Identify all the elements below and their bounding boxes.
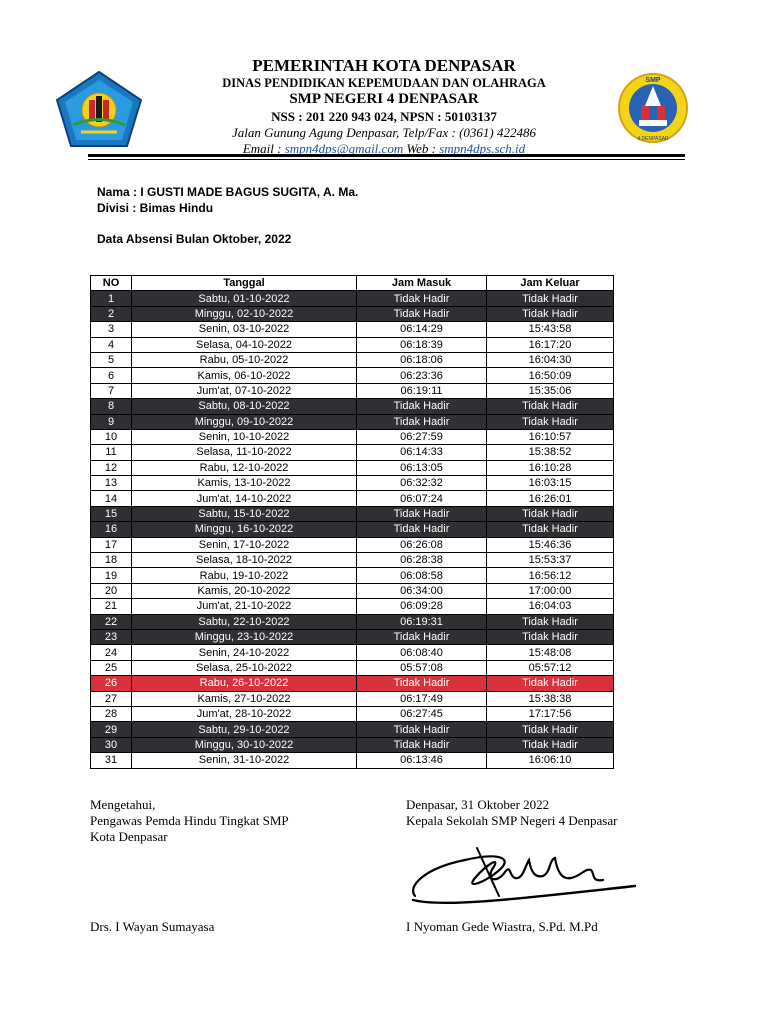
attendance-table — [90, 275, 614, 769]
letterhead-divider-thin — [88, 159, 685, 160]
cell-date: Minggu, 30-10-2022 — [132, 737, 357, 752]
table-row — [91, 691, 614, 706]
cell-date: Kamis, 27-10-2022 — [132, 691, 357, 706]
cell-time-out: 17:00:00 — [487, 583, 614, 598]
cell-time-out: 16:04:30 — [487, 352, 614, 367]
cell-time-in: Tidak Hadir — [357, 629, 487, 644]
cell-no: 8 — [91, 399, 132, 414]
header-no: NO — [91, 276, 132, 291]
table-row — [91, 583, 614, 598]
table-row — [91, 522, 614, 537]
table-row — [91, 322, 614, 337]
cell-time-out: 16:17:20 — [487, 337, 614, 352]
cell-time-out: Tidak Hadir — [487, 291, 614, 306]
cell-date: Minggu, 23-10-2022 — [132, 629, 357, 644]
cell-time-out: 16:10:28 — [487, 460, 614, 475]
cell-date: Jum'at, 21-10-2022 — [132, 599, 357, 614]
table-row — [91, 722, 614, 737]
left-signature-block — [90, 797, 289, 845]
header-date: Tanggal — [132, 276, 357, 291]
cell-date: Minggu, 16-10-2022 — [132, 522, 357, 537]
table-row — [91, 414, 614, 429]
email-link[interactable]: smpn4dps@gmail.com — [284, 141, 404, 156]
cell-no: 3 — [91, 322, 132, 337]
cell-time-out: 15:38:38 — [487, 691, 614, 706]
cell-time-in: 06:07:24 — [357, 491, 487, 506]
letterhead-department: DINAS PENDIDIKAN KEPEMUDAAN DAN OLAHRAGA — [222, 76, 546, 90]
cell-date: Selasa, 04-10-2022 — [132, 337, 357, 352]
cell-time-in: Tidak Hadir — [357, 506, 487, 521]
cell-time-out: Tidak Hadir — [487, 676, 614, 691]
table-row — [91, 553, 614, 568]
cell-time-in: 06:17:49 — [357, 691, 487, 706]
cell-date: Rabu, 19-10-2022 — [132, 568, 357, 583]
cell-time-in: 06:32:32 — [357, 476, 487, 491]
cell-time-in: 06:14:33 — [357, 445, 487, 460]
cell-no: 23 — [91, 629, 132, 644]
table-row — [91, 337, 614, 352]
table-row — [91, 476, 614, 491]
cell-date: Minggu, 09-10-2022 — [132, 414, 357, 429]
cell-date: Jum'at, 14-10-2022 — [132, 491, 357, 506]
table-row — [91, 506, 614, 521]
cell-no: 17 — [91, 537, 132, 552]
attendance-table-body — [91, 291, 614, 768]
cell-date: Jum'at, 07-10-2022 — [132, 383, 357, 398]
table-row — [91, 445, 614, 460]
cell-time-in: 06:19:11 — [357, 383, 487, 398]
cell-time-in: Tidak Hadir — [357, 306, 487, 321]
right-signature-block — [406, 797, 617, 829]
email-label: Email : — [242, 141, 285, 156]
cell-time-out: 16:50:09 — [487, 368, 614, 383]
attendance-period: Data Absensi Bulan Oktober, 2022 — [97, 232, 292, 246]
cell-time-in: 06:08:58 — [357, 568, 487, 583]
table-row — [91, 706, 614, 721]
cell-time-in: 06:26:08 — [357, 537, 487, 552]
cell-no: 4 — [91, 337, 132, 352]
right-signatory-name: I Nyoman Gede Wiastra, S.Pd. M.Pd — [406, 919, 598, 934]
cell-time-in: 06:08:40 — [357, 645, 487, 660]
cell-no: 25 — [91, 660, 132, 675]
letterhead-school-name: SMP NEGERI 4 DENPASAR — [289, 91, 479, 107]
cell-no: 12 — [91, 460, 132, 475]
table-row — [91, 676, 614, 691]
letterhead-government: PEMERINTAH KOTA DENPASAR — [252, 56, 516, 75]
cell-no: 21 — [91, 599, 132, 614]
cell-time-out: Tidak Hadir — [487, 737, 614, 752]
cell-date: Selasa, 18-10-2022 — [132, 553, 357, 568]
cell-no: 19 — [91, 568, 132, 583]
header-time-in: Jam Masuk — [357, 276, 487, 291]
table-row — [91, 645, 614, 660]
cell-no: 7 — [91, 383, 132, 398]
letterhead-address: Jalan Gunung Agung Denpasar, Telp/Fax : (0361) 422486 — [231, 125, 537, 140]
cell-no: 6 — [91, 368, 132, 383]
employee-division: Divisi : Bimas Hindu — [97, 201, 214, 215]
table-row — [91, 737, 614, 752]
letterhead — [0, 56, 768, 157]
cell-no: 26 — [91, 676, 132, 691]
cell-time-out: 15:43:58 — [487, 322, 614, 337]
cell-time-out: 15:35:06 — [487, 383, 614, 398]
cell-time-in: 06:28:38 — [357, 553, 487, 568]
table-row — [91, 383, 614, 398]
cell-no: 18 — [91, 553, 132, 568]
table-row — [91, 614, 614, 629]
table-row — [91, 537, 614, 552]
table-row — [91, 429, 614, 444]
cell-date: Rabu, 12-10-2022 — [132, 460, 357, 475]
cell-no: 14 — [91, 491, 132, 506]
cell-date: Rabu, 05-10-2022 — [132, 352, 357, 367]
cell-date: Sabtu, 08-10-2022 — [132, 399, 357, 414]
table-row — [91, 306, 614, 321]
cell-time-in: Tidak Hadir — [357, 722, 487, 737]
cell-no: 2 — [91, 306, 132, 321]
cell-date: Senin, 10-10-2022 — [132, 429, 357, 444]
cell-no: 10 — [91, 429, 132, 444]
cell-time-in: Tidak Hadir — [357, 291, 487, 306]
cell-time-out: 16:26:01 — [487, 491, 614, 506]
cell-time-out: 15:38:52 — [487, 445, 614, 460]
cell-no: 27 — [91, 691, 132, 706]
cell-no: 5 — [91, 352, 132, 367]
table-row — [91, 368, 614, 383]
cell-date: Senin, 24-10-2022 — [132, 645, 357, 660]
cell-date: Senin, 03-10-2022 — [132, 322, 357, 337]
cell-no: 22 — [91, 614, 132, 629]
table-row — [91, 460, 614, 475]
cell-time-out: 05:57:12 — [487, 660, 614, 675]
table-row — [91, 753, 614, 768]
table-row — [91, 660, 614, 675]
cell-date: Sabtu, 29-10-2022 — [132, 722, 357, 737]
left-signatory-name: Drs. I Wayan Sumayasa — [90, 919, 215, 934]
cell-date: Selasa, 11-10-2022 — [132, 445, 357, 460]
cell-time-out: Tidak Hadir — [487, 629, 614, 644]
cell-time-in: 06:18:06 — [357, 352, 487, 367]
cell-time-in: 06:34:00 — [357, 583, 487, 598]
table-row — [91, 568, 614, 583]
cell-date: Senin, 31-10-2022 — [132, 753, 357, 768]
cell-time-in: Tidak Hadir — [357, 737, 487, 752]
cell-time-in: 06:09:28 — [357, 599, 487, 614]
cell-date: Kamis, 06-10-2022 — [132, 368, 357, 383]
web-label: Web : — [403, 141, 440, 156]
cell-time-out: 16:03:15 — [487, 476, 614, 491]
cell-time-in: 06:18:39 — [357, 337, 487, 352]
table-row — [91, 491, 614, 506]
cell-time-in: 06:27:59 — [357, 429, 487, 444]
letterhead-divider-thick — [88, 154, 685, 157]
cell-date: Selasa, 25-10-2022 — [132, 660, 357, 675]
cell-time-out: Tidak Hadir — [487, 414, 614, 429]
table-row — [91, 399, 614, 414]
cell-time-in: 06:13:46 — [357, 753, 487, 768]
cell-date: Sabtu, 22-10-2022 — [132, 614, 357, 629]
cell-date: Rabu, 26-10-2022 — [132, 676, 357, 691]
cell-time-out: Tidak Hadir — [487, 306, 614, 321]
cell-time-in: Tidak Hadir — [357, 414, 487, 429]
letterhead-nss: NSS : 201 220 943 024, NPSN : 50103137 — [271, 109, 497, 124]
employee-name: Nama : I GUSTI MADE BAGUS SUGITA, A. Ma. — [97, 185, 359, 199]
cell-time-in: Tidak Hadir — [357, 399, 487, 414]
cell-no: 30 — [91, 737, 132, 752]
cell-date: Sabtu, 01-10-2022 — [132, 291, 357, 306]
right-place-date: Denpasar, 31 Oktober 2022 — [406, 797, 550, 812]
cell-time-out: 16:04:03 — [487, 599, 614, 614]
right-title: Kepala Sekolah SMP Negeri 4 Denpasar — [406, 813, 618, 828]
header-time-out: Jam Keluar — [487, 276, 614, 291]
cell-time-out: Tidak Hadir — [487, 522, 614, 537]
cell-no: 29 — [91, 722, 132, 737]
left-office: Kota Denpasar — [90, 829, 168, 844]
cell-time-in: 06:13:05 — [357, 460, 487, 475]
cell-date: Minggu, 02-10-2022 — [132, 306, 357, 321]
table-row — [91, 629, 614, 644]
cell-no: 31 — [91, 753, 132, 768]
web-link[interactable]: smpn4dps.sch.id — [439, 141, 526, 156]
school-logo-bottom-text: 4 DENPASAR — [637, 136, 669, 142]
cell-time-out: 15:46:36 — [487, 537, 614, 552]
cell-no: 11 — [91, 445, 132, 460]
table-row — [91, 599, 614, 614]
cell-time-in: 05:57:08 — [357, 660, 487, 675]
table-row — [91, 352, 614, 367]
cell-no: 28 — [91, 706, 132, 721]
cell-time-out: 16:10:57 — [487, 429, 614, 444]
cell-time-in: Tidak Hadir — [357, 522, 487, 537]
cell-time-out: 15:48:08 — [487, 645, 614, 660]
cell-time-in: 06:23:36 — [357, 368, 487, 383]
cell-no: 15 — [91, 506, 132, 521]
table-row — [91, 291, 614, 306]
left-acknowledge: Mengetahui, — [90, 797, 156, 812]
cell-time-out: Tidak Hadir — [487, 722, 614, 737]
cell-no: 9 — [91, 414, 132, 429]
handwritten-signature — [405, 838, 640, 908]
cell-date: Jum'at, 28-10-2022 — [132, 706, 357, 721]
cell-time-out: 16:06:10 — [487, 753, 614, 768]
cell-no: 13 — [91, 476, 132, 491]
cell-no: 24 — [91, 645, 132, 660]
cell-time-in: Tidak Hadir — [357, 676, 487, 691]
cell-time-in: 06:14:29 — [357, 322, 487, 337]
cell-no: 16 — [91, 522, 132, 537]
cell-time-out: 15:53:37 — [487, 553, 614, 568]
cell-time-in: 06:19:31 — [357, 614, 487, 629]
cell-no: 20 — [91, 583, 132, 598]
cell-time-out: Tidak Hadir — [487, 614, 614, 629]
table-header-row — [91, 276, 614, 291]
cell-date: Senin, 17-10-2022 — [132, 537, 357, 552]
cell-date: Sabtu, 15-10-2022 — [132, 506, 357, 521]
left-title: Pengawas Pemda Hindu Tingkat SMP — [90, 813, 289, 828]
cell-time-out: 16:56:12 — [487, 568, 614, 583]
cell-time-out: 17:17:56 — [487, 706, 614, 721]
cell-time-in: 06:27:45 — [357, 706, 487, 721]
cell-date: Kamis, 20-10-2022 — [132, 583, 357, 598]
cell-date: Kamis, 13-10-2022 — [132, 476, 357, 491]
cell-no: 1 — [91, 291, 132, 306]
school-logo-top-text: SMP — [645, 77, 661, 84]
cell-time-out: Tidak Hadir — [487, 399, 614, 414]
cell-time-out: Tidak Hadir — [487, 506, 614, 521]
